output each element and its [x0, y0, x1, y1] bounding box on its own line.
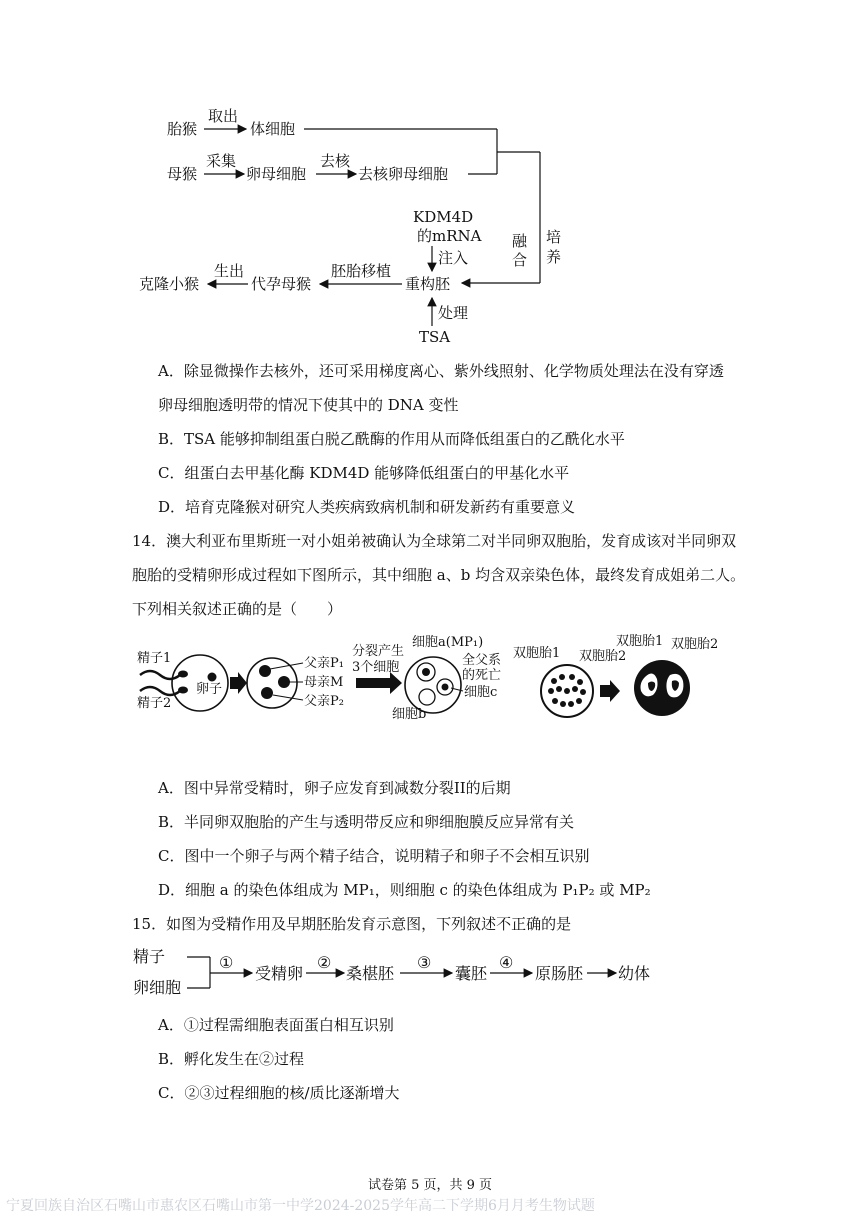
pronucleus-m	[278, 676, 290, 688]
enucleated-oocyte-label: 去核卵母细胞	[358, 165, 449, 183]
fusion-label-1: 融	[512, 232, 528, 250]
oocyte-label: 卵母细胞	[246, 165, 307, 183]
morula-label: 桑椹胚	[346, 964, 395, 983]
q13-option-a: A．除显微操作去核外，还可采用梯度离心、紫外线照射、化学物质处理法在没有穿透	[158, 362, 724, 380]
treat-label: 处理	[438, 304, 469, 322]
zygote-label: 受精卵	[255, 964, 304, 983]
p2-pointer	[273, 695, 303, 700]
mother-m-label: 母亲M	[304, 675, 344, 690]
inject-label: 注入	[438, 249, 469, 267]
page-footer: 试卷第 5 页，共 9 页	[367, 1178, 493, 1193]
fusion-label-2: 合	[512, 251, 528, 269]
q15-stem: 15．如图为受精作用及早期胚胎发育示意图，下列叙述不正确的是	[132, 915, 572, 933]
cell-a-nucleus	[422, 668, 430, 676]
collect-label: 采集	[206, 152, 237, 170]
egg-label: 卵子	[196, 682, 223, 697]
culture-label-1: 培	[546, 228, 562, 246]
semi-identical-twins-diagram	[0, 625, 860, 735]
step4-label: ④	[499, 953, 514, 972]
twin2-label-a: 双胞胎2	[579, 649, 627, 664]
somatic-cell-label: 体细胞	[250, 120, 296, 138]
watermark: 宁夏回族自治区石嘴山市惠农区石嘴山市第一中学2024-2025学年高二下学期6月月考生物试题	[6, 1198, 595, 1214]
q15-option-a: A．①过程需细胞表面蛋白相互识别	[158, 1016, 394, 1034]
egg-nucleus	[208, 673, 217, 682]
sperm-label: 精子	[133, 947, 166, 966]
fetal-monkey-label: 胎猴	[167, 120, 198, 138]
twin1-label-a: 双胞胎1	[513, 646, 561, 661]
all-paternal-label-2: 的死亡	[462, 668, 502, 683]
p1-pointer	[270, 663, 303, 669]
mrna-label: 的mRNA	[417, 227, 482, 245]
cloned-monkey-label: 克隆小猴	[139, 275, 200, 293]
take-out-label: 取出	[208, 107, 239, 125]
tsa-label: TSA	[419, 328, 451, 346]
divide-label-2: 3个细胞	[352, 660, 400, 675]
father-p2-label: 父亲P₂	[304, 694, 344, 709]
q13-option-a-continued: 卵母细胞透明带的情况下使其中的 DNA 变性	[158, 396, 459, 414]
divide-label-1: 分裂产生	[352, 644, 405, 659]
father-p1-label: 父亲P₁	[304, 656, 344, 671]
fertilization-flow-diagram	[0, 940, 860, 1002]
q14-stem-line2: 胞胎的受精卵形成过程如下图所示，其中细胞 a、b 均含双亲染色体，最终发育成姐弟二人。	[132, 566, 746, 584]
q14-stem-line1: 14．澳大利亚布里斯班一对小姐弟被确认为全球第二对半同卵双胞胎，发育成该对半同卵双	[132, 532, 737, 550]
sperm2-head	[178, 687, 188, 694]
cell-b	[419, 689, 435, 705]
cell-c-label: 细胞c	[464, 685, 498, 700]
step3-label: ③	[417, 953, 432, 972]
q14-stem-line3: 下列相关叙述正确的是（ ）	[132, 600, 343, 618]
q14-option-c: C．图中一个卵子与两个精子结合，说明精子和卵子不会相互识别	[158, 847, 590, 865]
arrow-2	[356, 672, 402, 694]
sperm1-label: 精子1	[137, 651, 172, 666]
cell-c-nucleus	[442, 684, 449, 691]
arrow-3	[600, 680, 620, 702]
sperm2-label: 精子2	[137, 696, 172, 711]
arrow-1	[230, 672, 247, 694]
egg-cell-label: 卵细胞	[133, 978, 182, 997]
pronucleus-p2	[261, 687, 273, 699]
surrogate-mother-label: 代孕母猴	[251, 275, 312, 293]
q13-option-b: B．TSA 能够抑制组蛋白脱乙酰酶的作用从而降低组蛋白的乙酰化水平	[158, 430, 625, 448]
cell-b-label: 细胞b	[392, 707, 427, 722]
q15-option-c: C．②③过程细胞的核/质比逐渐增大	[158, 1084, 400, 1102]
all-paternal-label-1: 全父系	[462, 653, 502, 668]
q14-option-b: B．半同卵双胞胎的产生与透明带反应和卵细胞膜反应异常有关	[158, 813, 575, 831]
enucleate-label: 去核	[320, 152, 351, 170]
twin2-label-b: 双胞胎2	[671, 637, 719, 652]
embryo-transfer-label: 胚胎移植	[331, 262, 392, 280]
born-label: 生出	[214, 262, 245, 280]
cloning-flow-diagram	[0, 0, 860, 350]
q13-option-c: C．组蛋白去甲基化酶 KDM4D 能够降低组蛋白的甲基化水平	[158, 464, 570, 482]
step2-label: ②	[317, 953, 332, 972]
q15-option-b: B．孵化发生在②过程	[158, 1050, 305, 1068]
cell-a-label: 细胞a(MP₁)	[412, 635, 484, 650]
q14-option-a: A．图中异常受精时，卵子应发育到减数分裂II的后期	[158, 779, 511, 797]
juvenile-label: 幼体	[618, 964, 651, 983]
q14-option-d: D．细胞 a 的染色体组成为 MP₁，则细胞 c 的染色体组成为 P₁P₂ 或 MP₂	[158, 881, 651, 899]
blastocyst-label: 囊胚	[455, 964, 488, 983]
blastocyst-cells	[548, 674, 586, 707]
mother-monkey-label: 母猴	[167, 165, 198, 183]
step1-label: ①	[219, 953, 234, 972]
twin1-label-b: 双胞胎1	[616, 634, 664, 649]
reconstructed-embryo-label: 重构胚	[405, 275, 451, 293]
q13-option-d: D．培育克隆猴对研究人类疾病致病机制和研发新药有重要意义	[158, 498, 576, 516]
pronucleus-p1	[259, 665, 271, 677]
gastrula-label: 原肠胚	[535, 964, 584, 983]
kdm4d-label: KDM4D	[413, 208, 474, 226]
sperm1-head	[178, 671, 188, 678]
culture-label-2: 养	[546, 248, 562, 266]
